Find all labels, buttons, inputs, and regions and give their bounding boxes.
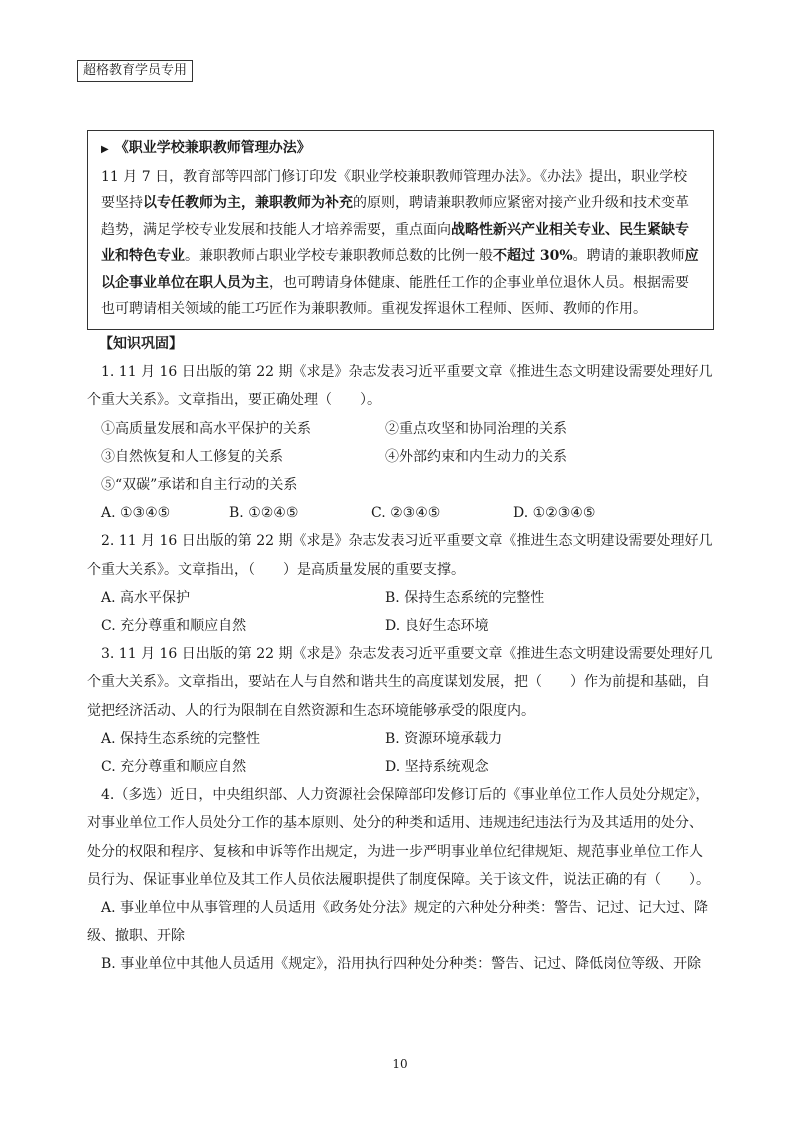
news-seg3: 的原则，聘请兼职教师应紧密对接产业升级和技术变革趋势，满足学校专业发展和技能人才培养需要，重点面向 bbox=[101, 195, 689, 238]
news-box bbox=[87, 130, 714, 330]
question-2-options-row2 bbox=[87, 612, 713, 640]
question-1-options bbox=[87, 499, 713, 527]
q1-item-2: ②重点攻坚和协同治理的关系 bbox=[385, 420, 567, 437]
q1-item-5: ⑤“双碳”承诺和自主行动的关系 bbox=[101, 477, 298, 494]
q2-option-a[interactable]: A. 高水平保护 bbox=[101, 589, 191, 606]
q1-option-a[interactable]: A. ①③④⑤ bbox=[101, 505, 171, 522]
triangle-bullet-icon: ▶ bbox=[101, 144, 109, 155]
news-body bbox=[101, 164, 700, 323]
news-seg8: 应以企事业单位在职人员为主 bbox=[101, 248, 699, 291]
question-3-stem: 3. 11 月 16 日出版的第 22 期《求是》杂志发表习近平重要文章《推进生态文明建设需要处理好几个重大关系》。文章指出，要站在人与自然和谐共生的高度谋划发展，把（ ）作为前提和基础，自觉把经济活动、人的行为限制在自然资源和生态环境能够承受的限度内。 bbox=[87, 646, 713, 719]
q3-option-d[interactable]: D. 坚持系统观念 bbox=[385, 759, 489, 776]
q1-option-c[interactable]: C. ②③④⑤ bbox=[371, 505, 441, 522]
q2-option-c[interactable]: C. 充分尊重和顺应自然 bbox=[101, 618, 247, 635]
news-seg4: 战略性新兴产业相关专业、民生紧缺专业和特色专业 bbox=[101, 221, 689, 264]
question-3-options-row2 bbox=[87, 753, 713, 781]
news-seg1: 11 月 7 日，教育部等四部门修订印发《职业学校兼职教师管理办法》。《办法》提出，职业学校要坚持 bbox=[101, 168, 688, 211]
q3-option-a[interactable]: A. 保持生态系统的完整性 bbox=[101, 730, 261, 747]
q1-option-d[interactable]: D. ①②③④⑤ bbox=[513, 505, 596, 522]
news-seg9: ，也可聘请身体健康、能胜任工作的企事业单位退休人员。根据需要也可聘请相关领域的能工巧匠作为兼职教师。重视发挥退休工程师、医师、教师的作用。 bbox=[101, 274, 689, 317]
news-seg5: 。兼职教师占职业学校专兼职教师总数的比例一般 bbox=[185, 248, 493, 264]
q1-item-1: ①高质量发展和高水平保护的关系 bbox=[101, 420, 311, 437]
header-tag: 超格教育学员专用 bbox=[77, 60, 193, 82]
q2-option-d[interactable]: D. 良好生态环境 bbox=[385, 618, 489, 635]
q1-item-4: ④外部约束和内生动力的关系 bbox=[385, 448, 567, 465]
news-title-text: 《职业学校兼职教师管理办法》 bbox=[114, 140, 311, 156]
page-number: 10 bbox=[392, 1057, 408, 1071]
q1-option-b[interactable]: B. ①②④⑤ bbox=[229, 505, 299, 522]
question-1-stem: 1. 11 月 16 日出版的第 22 期《求是》杂志发表习近平重要文章《推进生态文明建设需要处理好几个重大关系》。文章指出，要正确处理（ ）。 bbox=[87, 364, 713, 409]
question-2-options-row1 bbox=[87, 584, 713, 612]
q4-option-b[interactable]: B. 事业单位中其他人员适用《规定》，沿用执行四种处分种类：警告、记过、降低岗位等级、开除 bbox=[101, 956, 702, 973]
question-1-items-row2 bbox=[87, 443, 713, 471]
q3-option-c[interactable]: C. 充分尊重和顺应自然 bbox=[101, 759, 247, 776]
news-seg2: 以专任教师为主，兼职教师为补充 bbox=[143, 195, 353, 211]
question-1-items-row1 bbox=[87, 415, 713, 443]
q2-option-b[interactable]: B. 保持生态系统的完整性 bbox=[385, 589, 545, 606]
news-seg6: 不超过 30% bbox=[493, 248, 573, 264]
section-title: 【知识巩固】 bbox=[99, 336, 183, 352]
q1-item-3: ③自然恢复和人工修复的关系 bbox=[101, 448, 283, 465]
question-4-stem: 4.（多选）近日，中央组织部、人力资源社会保障部印发修订后的《事业单位工作人员处分规定》，对事业单位工作人员处分工作的基本原则、处分的种类和适用、违规违纪违法行为及其适用的处分、处分的权限和程序、复核和申诉等作出规定，为进一步严明事业单位纪律规矩、规范事业单位工作人员行为、保证事业单位及其工作人员依法履职提供了制度保障。关于该文件，说法正确的有（ ）。 bbox=[87, 787, 710, 888]
q3-option-b[interactable]: B. 资源环境承载力 bbox=[385, 730, 503, 747]
news-seg7: 。聘请的兼职教师 bbox=[572, 248, 685, 264]
news-title bbox=[101, 135, 700, 164]
exercise-section bbox=[87, 330, 713, 979]
question-3-options-row1 bbox=[87, 725, 713, 753]
question-2-stem: 2. 11 月 16 日出版的第 22 期《求是》杂志发表习近平重要文章《推进生态文明建设需要处理好几个重大关系》。文章指出，（ ）是高质量发展的重要支撑。 bbox=[87, 533, 713, 578]
q4-option-a[interactable]: A. 事业单位中从事管理的人员适用《政务处分法》规定的六种处分种类：警告、记过、记大过、降级、撤职、开除 bbox=[87, 900, 709, 945]
